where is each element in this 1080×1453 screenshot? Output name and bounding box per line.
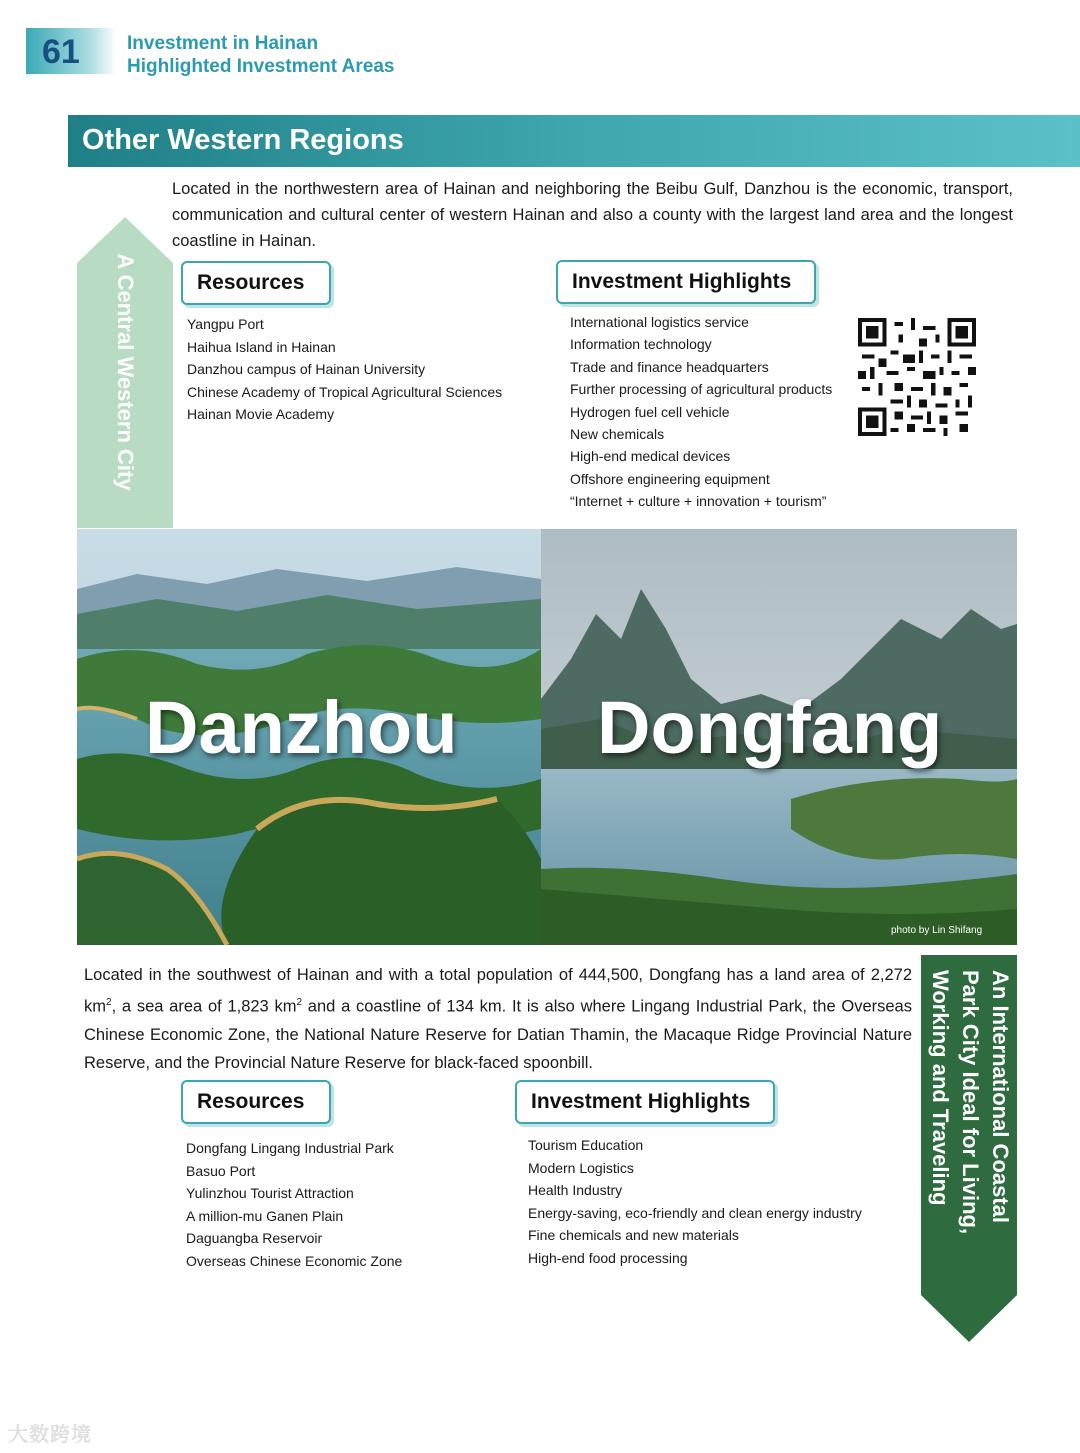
list-item: “Internet + culture + innovation + tourism” <box>570 493 827 510</box>
list-item: Further processing of agricultural products <box>570 381 833 398</box>
dongfang-photo-label: Dongfang <box>597 686 943 769</box>
list-item: Trade and finance headquarters <box>570 358 769 375</box>
list-item: Basuo Port <box>186 1162 256 1179</box>
list-item: Daguangba Reservoir <box>186 1230 323 1246</box>
list-item: Information technology <box>570 336 712 353</box>
list-item: Chinese Academy of Tropical Agricultural Sciences <box>187 383 503 400</box>
photo-credit: photo by Lin Shifang <box>891 925 983 936</box>
header-subtitle: Highlighted Investment Areas <box>127 56 395 77</box>
dongfang-resources-heading: Resources <box>181 1080 331 1124</box>
danzhou-intro: Located in the northwestern area of Hainan and neighboring the Beibu Gulf, Danzhou is the economic, transport, communication and cultural center of western Hainan and also a county with the largest land area and the longest coastline in Hainan. <box>172 180 1013 250</box>
list-item: Haihua Island in Hainan <box>187 338 336 355</box>
qr-code-icon[interactable] <box>858 318 976 436</box>
list-item: Offshore engineering equipment <box>570 470 770 487</box>
dongfang-side-tag-line: Working and Traveling <box>928 970 953 1206</box>
dongfang-highlights-list <box>528 1134 862 1269</box>
dongfang-side-tag-line: Park City Ideal for Living, <box>958 970 983 1235</box>
list-item: Overseas Chinese Economic Zone <box>186 1252 403 1269</box>
list-item: Yangpu Port <box>187 316 264 332</box>
dongfang-side-tag-line: An International Coastal <box>988 970 1013 1224</box>
list-item: Hydrogen fuel cell vehicle <box>570 403 730 420</box>
list-item: High-end food processing <box>528 1249 688 1266</box>
list-item: Health Industry <box>528 1182 623 1198</box>
danzhou-photo-label: Danzhou <box>145 686 458 769</box>
list-item: A million-mu Ganen Plain <box>186 1207 344 1224</box>
list-item: Hainan Movie Academy <box>187 406 335 422</box>
danzhou-resources-heading: Resources <box>181 261 331 305</box>
danzhou-highlights-heading: Investment Highlights <box>556 260 816 304</box>
list-item: Danzhou campus of Hainan University <box>187 361 426 377</box>
list-item: Modern Logistics <box>528 1159 634 1176</box>
dongfang-highlights-heading: Investment Highlights <box>515 1080 775 1124</box>
list-item: Tourism Education <box>528 1137 644 1153</box>
danzhou-side-tag-text: A Central Western City <box>113 253 138 491</box>
list-item: High-end medical devices <box>570 448 731 465</box>
header-title: Investment in Hainan <box>127 33 319 54</box>
dongfang-resources-list <box>186 1137 402 1272</box>
list-item: International logistics service <box>570 314 749 330</box>
section-title: Other Western Regions <box>82 124 404 156</box>
page-number: 61 <box>42 33 80 71</box>
list-item: Yulinzhou Tourist Attraction <box>186 1185 354 1201</box>
danzhou-resources-list <box>187 313 502 426</box>
list-item: Fine chemicals and new materials <box>528 1227 739 1243</box>
danzhou-highlights-list <box>570 311 832 513</box>
list-item: Dongfang Lingang Industrial Park <box>186 1140 394 1156</box>
list-item: Energy-saving, eco-friendly and clean energy industry <box>528 1204 862 1221</box>
dongfang-intro: Located in the southwest of Hainan and with a total population of 444,500, Dongfang has a land area of 2,272 $km^2$, a sea area of 1,823 $km^2$ and a coastline of 134 km. It is also where Lingang Industrial Park, the Overseas Chinese Economic Zone, the National Nature Reserve for Datian Thamin, the Macaque Ridge Provincial Nature Reserve, and the Provincial Nature Reserve for black-faced spoonbill. <box>84 966 912 1073</box>
list-item: New chemicals <box>570 426 665 443</box>
watermark: 大数跨境 <box>8 1424 92 1446</box>
